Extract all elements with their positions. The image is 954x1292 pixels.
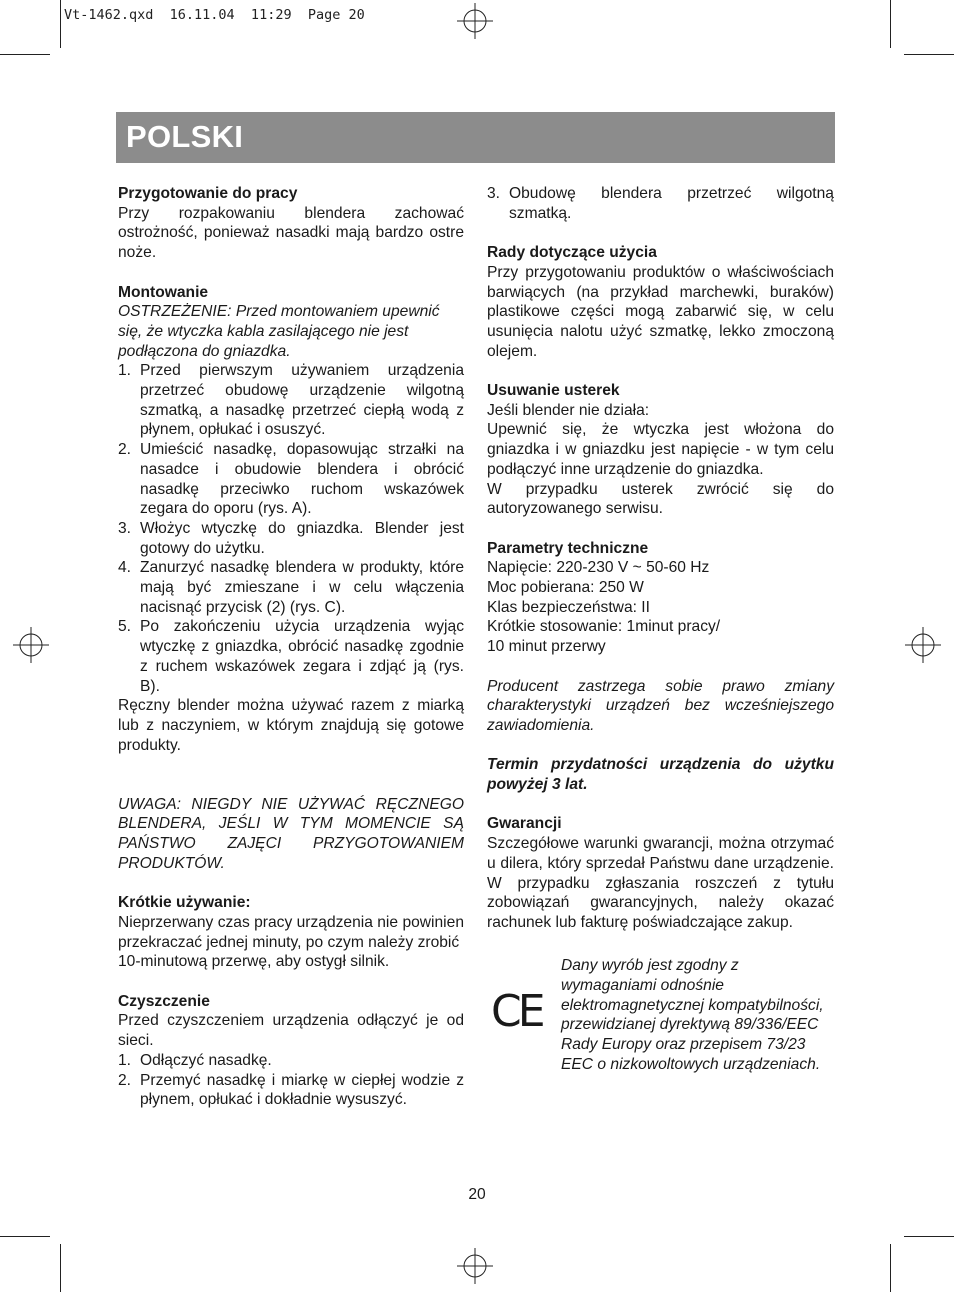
list-item: 1. Przed pierwszym używaniem urządzenia przetrzeć obudowę urządzenie wilgotną szmatką, a nasadkę przetrzeć ciepłą wodą z płynem, opłukać i osuszyć.: [118, 362, 464, 439]
registration-mark-icon: [457, 1248, 493, 1284]
banner-title: POLSKI: [126, 119, 244, 154]
crop-mark: [60, 0, 61, 48]
paragraph: Przed czyszczeniem urządzenia odłączyć je od sieci.: [118, 1012, 464, 1050]
ce-mark-icon: CE: [491, 986, 542, 1038]
crop-mark: [0, 54, 50, 55]
ce-conformity: [487, 956, 834, 1096]
spec-line: Klas bezpieczeństwa: II: [487, 598, 650, 616]
list-item: 2. Przemyć nasadkę i miarkę w ciepłej wodzie z płynem, opłukać i dokładnie wysuszyć.: [118, 1071, 464, 1109]
list-item: 2. Umieścić nasadkę, dopasowując strzałki na nasadce i obudowie blendera i obrócić nasadkę przeciwko ruchom wskazówek zegara do oporu (rys. A).: [118, 441, 464, 518]
spec-line: 10 minut przerwy: [487, 638, 606, 656]
paragraph: Nieprzerwany czas pracy urządzenia nie powinien przekraczać jednej minuty, po czym należy zrobić: [118, 913, 464, 951]
crop-mark: [904, 54, 954, 55]
producer-note: Producent zastrzega sobie prawo zmiany charakterystyki urządzeń bez wcześniejszego zawiadomienia.: [487, 677, 834, 734]
paragraph: W przypadku usterek zwrócić się do autoryzowanego serwisu.: [487, 480, 834, 518]
right-column: [487, 184, 834, 1096]
section-heading: Przygotowanie do pracy: [118, 185, 298, 202]
section-heading: Gwarancji: [487, 815, 562, 833]
list-item: 3. Włożyc wtyczkę do gniazdka. Blender jest gotowy do użytku.: [118, 519, 464, 557]
registration-mark-icon: [905, 627, 941, 663]
paragraph: 10-minutową przerwę, aby ostygł silnik.: [118, 953, 390, 971]
crop-mark: [904, 1236, 954, 1237]
page-number: 20: [468, 1186, 486, 1203]
expiry-note: Termin przydatności urządzenia do użytku powyżej 3 lat.: [487, 756, 834, 794]
warning-text: OSTRZEŻENIE: Przed montowaniem upewnić się, że wtyczka kabla zasilającego nie jest podłączona do gniazdka.: [118, 303, 440, 360]
paragraph: Jeśli blender nie działa:: [487, 401, 650, 419]
list-item: 4. Zanurzyć nasadkę blendera w produkty, które mają być zmieszane i w celu włączenia nacisnąć przycisk (2) (rys. C).: [118, 559, 464, 616]
print-slug: Vt-1462.qxd 16.11.04 11:29 Page 20: [64, 7, 365, 23]
section-heading: Krótkie używanie:: [118, 894, 251, 912]
crop-mark: [890, 0, 891, 48]
crop-mark: [60, 1244, 61, 1292]
list-item: 3. Obudowę blendera przetrzeć wilgotną szmatką.: [487, 185, 834, 222]
section-heading: Czyszczenie: [118, 992, 210, 1010]
paragraph: Ręczny blender można używać razem z miarką lub z naczyniem, w którym znajdują się gotowe produkty.: [118, 697, 464, 754]
spec-line: Krótkie stosowanie: 1minut pracy/: [487, 618, 721, 636]
crop-mark: [890, 1244, 891, 1292]
paragraph: Szczegółowe warunki gwarancji, można otrzymać u dilera, który sprzedał Państwu dane urządzenie. W przypadku zgłaszania roszczeń z tytułu zobowiązań gwarancyjnych, należy okazać rachunek lub fakturę poświadczające zakup.: [487, 835, 834, 931]
spec-line: Napięcie: 220-230 V ~ 50-60 Hz: [487, 559, 710, 577]
paragraph: Przy rozpakowaniu blendera zachować ostrożność, ponieważ nasadki mają bardzo ostre noże.: [118, 204, 464, 262]
section-heading: Rady dotyczące użycia: [487, 244, 657, 262]
ce-statement: Dany wyrób jest zgodny z wymaganiami odnośnie elektromagnetycznej kompatybilności, przewidzianej dyrektywą 89/336/EEC Rady Europy oraz przepisem 73/23 EEC o nizkowoltowych urządzeniach.: [561, 957, 824, 1073]
spec-line: Moc pobierana: 250 W: [487, 579, 644, 597]
crop-mark: [0, 1236, 50, 1237]
paragraph: Przy przygotowaniu produktów o właściwościach barwiących (na przykład marchewki, buraków) plastikowe części mogą zabarwić się, w celu usunięcia nalotu użyć szmatkę, lekko zmoczoną olejem.: [487, 263, 834, 360]
registration-mark-icon: [13, 627, 49, 663]
section-heading: Usuwanie usterek: [487, 382, 620, 399]
left-column: [118, 184, 464, 1110]
section-heading: Montowanie: [118, 283, 209, 301]
caution-text: UWAGA: NIEGDY NIE UŻYWAĆ RĘCZNEGO BLENDERA, JEŚLI W TYM MOMENCIE SĄ PAŃSTWO ZAJĘCI PRZYGOTOWANIEM PRODUKTÓW.: [118, 795, 464, 872]
list-item: 1. Odłączyć nasadkę.: [118, 1051, 272, 1069]
list-item: 5. Po zakończeniu użycia urządzenia wyjąc wtyczkę z gniazdka, obrócić nasadkę zgodnie z ruchem wskazówek zegara i zdjąć ją (rys. B).: [118, 618, 464, 695]
section-heading: Parametry techniczne: [487, 539, 649, 557]
language-banner: [116, 112, 835, 163]
paragraph: Upewnić się, że wtyczka jest włożona do gniazdka i w gniazdku jest napięcie - w tym celu podłączyć inne urządzenie do gniazdka.: [487, 421, 834, 478]
registration-mark-icon: [457, 3, 493, 39]
